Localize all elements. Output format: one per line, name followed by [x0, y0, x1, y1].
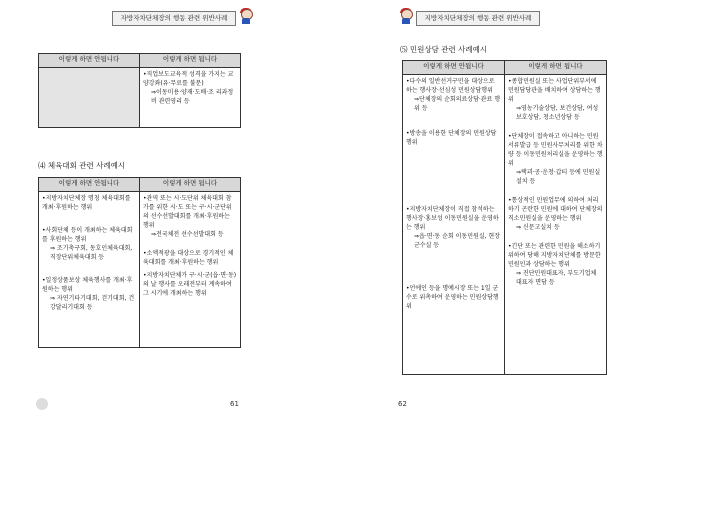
list-item: •관역 또는 시·도단위 체육대회 참가를 위한 시·도 또는 구·시·군단위의 선수선발대회를 개최·후원하는 행위 ⇒전국체전 선수선발대회 등 — [143, 195, 232, 238]
list-item: •긴단 또는 관련한 민원을 해소하기 위하여 당해 지방자치단체를 방문한 민원인과 상담하는 행위 ⇒ 진단민원대표자, 부도기업체 대표자 면담 등 — [508, 243, 601, 286]
page-number: 62 — [398, 400, 407, 408]
col-dont-header: 이렇게 하면 안됩니다 — [39, 54, 140, 68]
list-item: •직업보도교육적 성격을 가지는 교양강좌(유·무료를 불문) ⇒이동미용·양재·도배·조 리과정비 관련영리 등 — [143, 71, 234, 105]
col-dont-header: 이렇게 하면 안됩니다 — [39, 178, 140, 192]
list-item: •일정상품보상 체육행사를 개최·후원하는 행위 ⇒ 자연기타기대회, 걷기대회, 건강달리기대회 등 — [42, 277, 135, 311]
col-do-header: 이렇게 하면 됩니다 — [140, 54, 241, 68]
list-item: •다수의 일반선거구민을 대상으로 하는 행사장·선심성 민원상담행위 ⇒단체장의 순회의료상담·관료 행위 등 — [406, 78, 501, 112]
right-page — [360, 0, 720, 509]
right-table — [402, 60, 607, 375]
do-cell — [505, 75, 607, 375]
do-cell — [140, 68, 241, 128]
list-item: •종합민원실 또는 사업단위부서에 민원담당관을 배치하여 상담하는 행위 ⇒영농기술상담, 보건상담, 여성보호상담, 청소년상담 등 — [508, 78, 601, 121]
list-item: •지방자치단체장 명칭 체육대회를 개최·후원하는 행위 — [42, 195, 131, 211]
mascot-icon — [398, 8, 414, 24]
left-header-title: 자방자차단체장의 행동 관련 위반사례 — [112, 11, 236, 26]
list-item: •방송을 이용한 단체장의 민원상담행위 — [406, 130, 497, 146]
page-circle-icon — [36, 398, 48, 410]
list-item: •소액적광을 대상으로 경기적인 체육대회를 개최·후원하는 행위 — [143, 250, 234, 266]
dont-cell — [39, 68, 140, 128]
right-header-title: 지방자치단체장의 행동 관련 위반사례 — [416, 11, 540, 26]
list-item: •통상적인 민원업무에 의하여 처리하기 곤란한 민원에 대하여 단체장의 직소민원실을 운영하는 행위 ⇒ 신문고실치 등 — [508, 197, 603, 231]
do-cell — [140, 192, 241, 348]
col-do-header: 이렇게 하면 됩니다 — [505, 61, 607, 75]
list-item: •언에인 등을 명예시장 또는 1일 군수로 위촉하여 운영하는 민원상담행위 — [406, 285, 499, 310]
dont-cell — [403, 75, 505, 375]
left-table-2 — [38, 177, 241, 348]
section-title: ⑸ 민원상담 관련 사례예시 — [400, 45, 488, 54]
col-dont-header: 이렇게 하면 안됩니다 — [403, 61, 505, 75]
list-item: •단체장이 접속하고 아니하는 민원서류발급 등 민원사무처리를 위한 차량 등 이동민원처리실을 운영하는 행위 ⇒택괴·공·운청·갑티 등에 민원실 설치 등 — [508, 133, 603, 185]
dont-cell — [39, 192, 140, 348]
list-item: •사회단체 등이 개최하는 체육대회를 후원하는 행위 ⇒ 조기축구회, 동호인체육대회, 직장단위체육대회 등 — [42, 227, 133, 261]
page-number: 61 — [230, 400, 239, 408]
mascot-icon — [238, 8, 254, 24]
section-title: ⑷ 체육대회 관련 사례예시 — [38, 161, 126, 170]
left-table-1 — [38, 53, 241, 128]
list-item: •지방자치단체장이 직접 참석하는 행사장·홍보성 이동민원실을 운영하는 행위 ⇒읍·면·동 순회 이동민원실, 현장군수실 등 — [406, 206, 501, 249]
list-item: •지방자치단체가 구·시·군(읍·면·동)의 날 행사를 오래전부터 계속하여 그 시기에 개최하는 행위 — [143, 272, 237, 297]
col-do-header: 이렇게 하면 됩니다 — [140, 178, 241, 192]
